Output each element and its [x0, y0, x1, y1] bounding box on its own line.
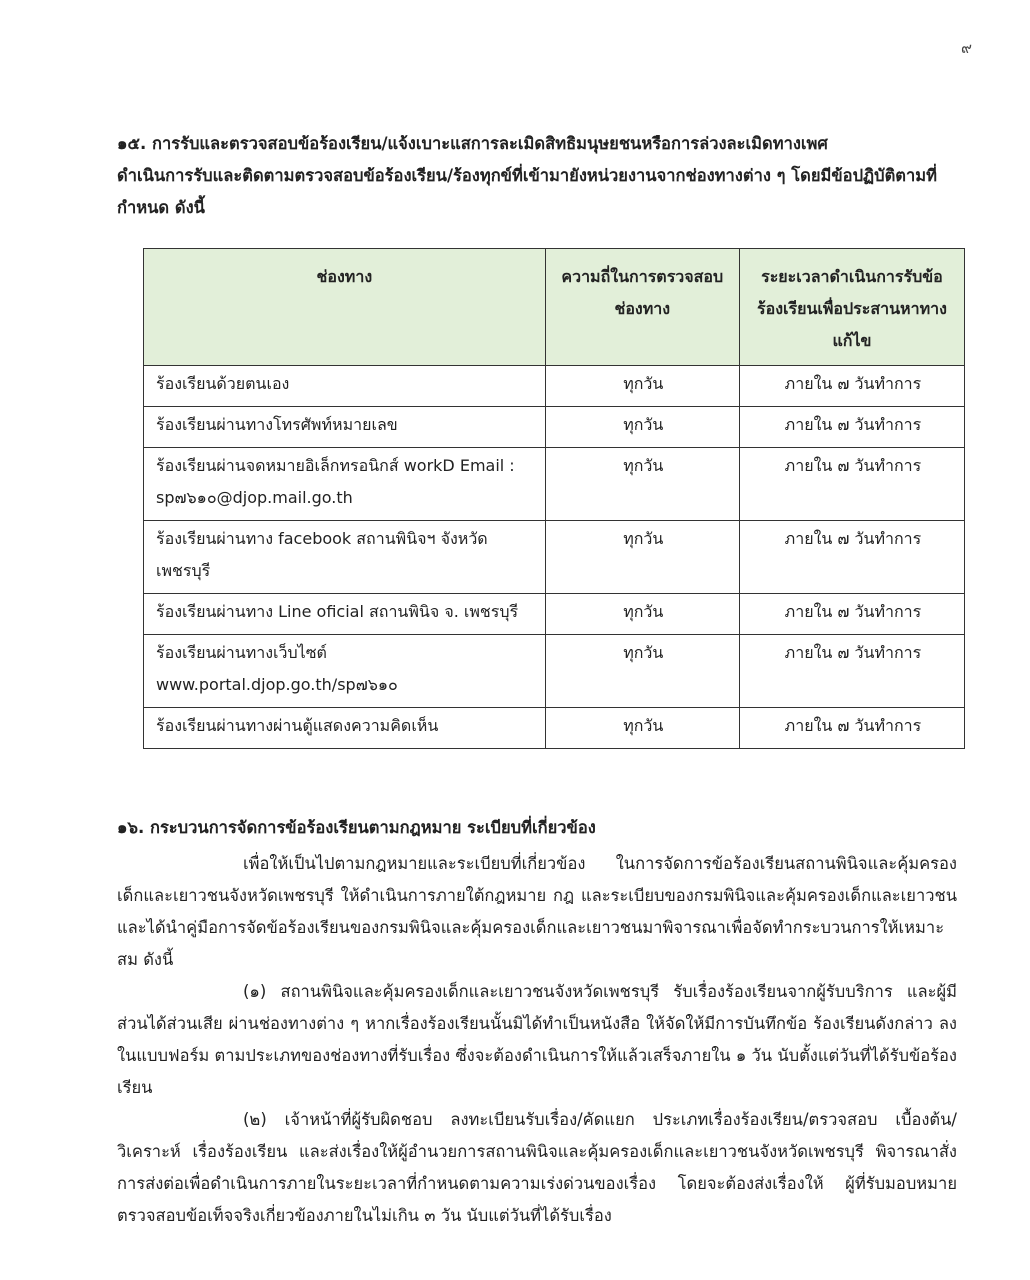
table-row — [144, 708, 965, 749]
cell-frequency: ทุกวัน — [545, 521, 739, 594]
complaint-channels-table — [143, 248, 965, 749]
cell-frequency: ทุกวัน — [545, 708, 739, 749]
cell-frequency: ทุกวัน — [545, 594, 739, 635]
cell-duration: ภายใน ๗ วันทำการ — [739, 708, 964, 749]
section-15-intro: ดำเนินการรับและติดตามตรวจสอบข้อร้องเรียน/ร้องทุกข์ที่เข้ามายังหน่วยงานจากช่องทางต่าง ๆ โดยมีข้อปฏิบัติตามที่กำหนด ดังนี้ — [117, 166, 938, 217]
cell-duration: ภายใน ๗ วันทำการ — [739, 594, 964, 635]
cell-duration: ภายใน ๗ วันทำการ — [739, 448, 964, 521]
section-16-item-2: (๒) เจ้าหน้าที่ผู้รับผิดชอบ ลงทะเบียนรับเรื่อง/คัดแยก ประเภทเรื่องร้องเรียน/ตรวจสอบ เบื้องต้น/วิเคราะห์ เรื่องร้องเรียน และส่งเรื่องให้ผู้อำนวยการสถานพินิจและคุ้มครองเด็กและเยาวชนจังหวัดเพชรบุรี พิจารณาสั่งการส่งต่อเพื่อดำเนินการภายในระยะเวลาที่กำหนดตามความเร่งด่วนของเรื่อง โดยจะต้องส่งเรื่องให้ ผู้ที่รับมอบหมายตรวจสอบข้อเท็จจริงเกี่ยวข้องภายในไม่เกิน ๓ วัน นับแต่วันที่ได้รับเรื่อง — [117, 1110, 957, 1225]
cell-channel: ร้องเรียนผ่านจดหมายอิเล็กทรอนิกส์ workD Email : sp๗๖๑๐@djop.mail.go.th — [144, 448, 546, 521]
cell-frequency: ทุกวัน — [545, 448, 739, 521]
cell-duration: ภายใน ๗ วันทำการ — [739, 407, 964, 448]
section-16-paragraph: เพื่อให้เป็นไปตามกฎหมายและระเบียบที่เกี่ยวข้อง ในการจัดการข้อร้องเรียนสถานพินิจและคุ้มครองเด็กและเยาวชนจังหวัดเพชรบุรี ให้ดำเนินการภายใต้กฎหมาย กฎ และระเบียบของกรมพินิจและคุ้มครองเด็กและเยาวชน และได้นำคู่มือการจัดข้อร้องเรียนของกรมพินิจและคุ้มครองเด็กและเยาวชนมาพิจารณาเพื่อจัดทำกระบวนการให้เหมาะสม ดังนี้ — [117, 854, 957, 969]
section-15 — [117, 128, 957, 224]
section-16-item-1: (๑) สถานพินิจและคุ้มครองเด็กและเยาวชนจังหวัดเพชรบุรี รับเรื่องร้องเรียนจากผู้รับบริการ และผู้มีส่วนได้ส่วนเสีย ผ่านช่องทางต่าง ๆ หากเรื่องร้องเรียนนั้นมิได้ทำเป็นหนังสือ ให้จัดให้มีการบันทึกข้อ ร้องเรียนดังกล่าว ลงในแบบฟอร์ม ตามประเภทของช่องทางที่รับเรื่อง ซึ่งจะต้องดำเนินการให้แล้วเสร็จภายใน ๑ วัน นับตั้งแต่วันที่ได้รับข้อร้องเรียน — [117, 982, 957, 1097]
cell-channel: ร้องเรียนผ่านทางผ่านตู้แสดงความคิดเห็น — [144, 708, 546, 749]
table-header-row — [144, 249, 965, 366]
cell-channel: ร้องเรียนด้วยตนเอง — [144, 366, 546, 407]
table-row — [144, 366, 965, 407]
table-row — [144, 448, 965, 521]
header-channel: ช่องทาง — [144, 249, 546, 366]
cell-channel: ร้องเรียนผ่านทาง Line oficial สถานพินิจ จ. เพชรบุรี — [144, 594, 546, 635]
header-duration: ระยะเวลาดำเนินการรับข้อร้องเรียนเพื่อประสานหาทางแก้ไข — [739, 249, 964, 366]
cell-channel: ร้องเรียนผ่านทางเว็บไซต์ www.portal.djop.go.th/sp๗๖๑๐ — [144, 635, 546, 708]
table-row — [144, 521, 965, 594]
cell-channel: ร้องเรียนผ่านทาง facebook สถานพินิจฯ จังหวัดเพชรบุรี — [144, 521, 546, 594]
section-15-heading: ๑๕. การรับและตรวจสอบข้อร้องเรียน/แจ้งเบาะแสการละเมิดสิทธิมนุษยชนหรือการล่วงละเมิดทางเพศ — [117, 134, 828, 153]
table-row — [144, 594, 965, 635]
table-row — [144, 407, 965, 448]
section-16-heading: ๑๖. กระบวนการจัดการข้อร้องเรียนตามกฎหมาย ระเบียบที่เกี่ยวข้อง — [117, 818, 596, 837]
cell-frequency: ทุกวัน — [545, 366, 739, 407]
cell-channel: ร้องเรียนผ่านทางโทรศัพท์หมายเลข — [144, 407, 546, 448]
cell-duration: ภายใน ๗ วันทำการ — [739, 635, 964, 708]
cell-frequency: ทุกวัน — [545, 635, 739, 708]
page-number: ๙ — [961, 39, 972, 57]
section-16 — [117, 812, 957, 1232]
cell-frequency: ทุกวัน — [545, 407, 739, 448]
cell-duration: ภายใน ๗ วันทำการ — [739, 521, 964, 594]
table-row — [144, 635, 965, 708]
header-frequency: ความถี่ในการตรวจสอบช่องทาง — [545, 249, 739, 366]
cell-duration: ภายใน ๗ วันทำการ — [739, 366, 964, 407]
